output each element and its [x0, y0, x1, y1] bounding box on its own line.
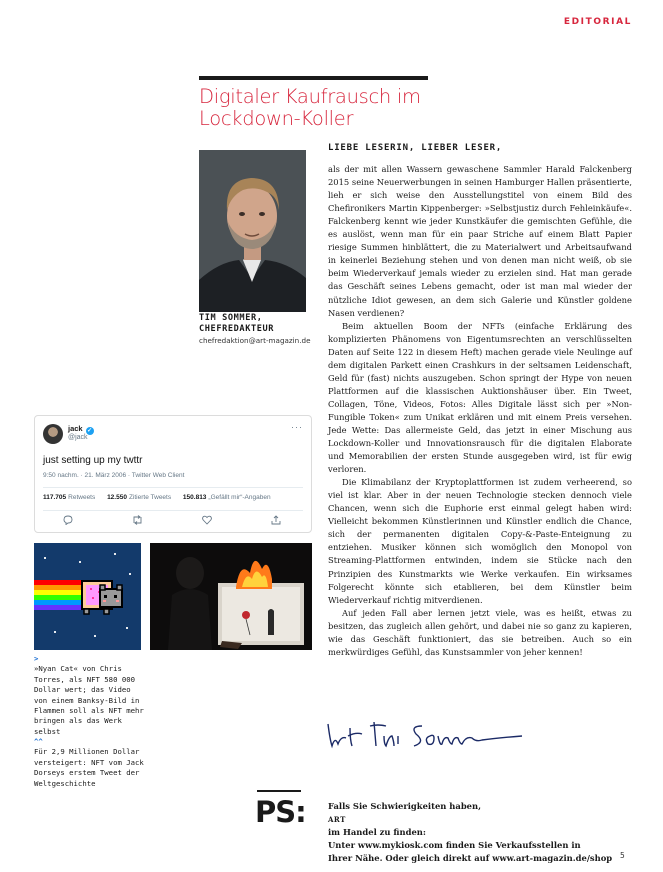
like-icon — [202, 515, 212, 527]
ps-line-1-pre: Falls Sie Schwierigkeiten haben, — [328, 801, 482, 811]
reply-icon — [63, 515, 73, 527]
article-paragraph: als der mit allen Wassern gewaschene Sammler Harald Falckenberg 2015 seine Neuerwerbungen in seinen Hamburger Hallen präsentierte, lieh er sich weise den Ausstellungstitel von einem Bild des Chefironikers Martin Kippenberger: »Selbstjustiz durch Fehleinkäufe«. Falckenberg kennt wie jeder Kunstkäufer die gemischten Gefühle, die es auslöst, wenn man für ein paar Striche auf einem Blatt Papier riesige Summen hinblättert, die zu Materialwert und Arbeitsaufwand in keinerlei Beziehung stehen und von denen man nicht weiß, ob sie beim Wiederverkauf jemals wieder zu erzielen sind. Hat man gerade das Geschäft seines Lebens gemacht, oder ist man mal wieder der nützliche Idiot gewesen, an dem sich Galerie und Künstler goldene Nasen verdienen? — [328, 164, 632, 318]
verified-badge-icon: ✓ — [87, 428, 93, 434]
tweet-embed — [34, 415, 312, 533]
likes-count: 150.813 — [182, 494, 207, 501]
retweet-icon — [132, 515, 143, 527]
article-paragraph: Die Klimabilanz der Kryptoplattformen ist zudem verheerend, so viel ist klar. Aber in der neuen Technologie stecken dennoch viele Chancen, wenn sich die Euphorie erst einmal gelegt haben wird: Vielleicht bekommen Künstlerinnen und Künstler endlich die Chance, sich der permanenten digitalen Copy-&-Paste-Enteignung zu entziehen. Musiker können sich womöglich den Monopol von Streaming-Plattformen entwinden, indem sie Stücke nach den Prinzipien des Kunstmarkts wie Werke verkaufen. Ein wirksames Folgerecht könnte sich etablieren, bei dem Künstler beim Wiederverkauf richtig mitverdienen. — [328, 477, 632, 605]
article-paragraph: Beim aktuellen Boom der NFTs (einfache Erklärung des komplizierten Phänomens von Eigentumsrechten an verschlüsselten Daten auf Seite 122 in diesem Heft) machen gerade viele Neulinge auf dem digitalen Parkett einen Crashkurs in der seltsamen Leidenschaft, Geld für (fast) nichts auszugeben. Schon springt der Hype von neuen Plattformen auf die klassischen Auktionshäuser über. Ein Tweet, Collagen, Töne, Videos, Fotos: Alles Digitale lässt sich per »Non-Fungible Token« zum Unikat erklären und mit einem Preis versehen. Jede Wette: Das allermeiste Geld, das jetzt in einer Mischung aus Lockdown-Koller und Innovationsrausch für die digitalen Elaborate und Memorabilien der ersten Stunde ausgegeben wird, ist für ewig verloren. — [328, 320, 632, 475]
headline-line: Lockdown-Koller — [199, 107, 354, 130]
author-portrait — [199, 150, 306, 312]
nyan-cat-image — [34, 543, 141, 650]
burning-banksy-image — [150, 543, 312, 650]
headline-line: Digitaler Kaufrausch im — [199, 85, 421, 108]
caption-nyan-banksy — [34, 654, 146, 737]
burning-banksy-artwork — [150, 543, 312, 650]
tweet-author-name-text: jack — [68, 424, 83, 433]
author-signature — [326, 714, 536, 758]
headline-rule — [199, 76, 428, 80]
headline — [199, 86, 459, 130]
author-name — [199, 313, 319, 335]
section-label: EDITORIAL — [563, 17, 632, 27]
article-paragraph: Auf jeden Fall aber lernen jetzt viele, was es heißt, etwas zu besitzen, das zugleich allen gehört, und dabei nie so ganz zu kapieren, wie das Geschäft funktioniert, das sie betreiben. Auch so ein merkwürdiges Gefühl, das Kunstsammler von jeher kennen! — [328, 607, 632, 657]
signature-scribble — [326, 714, 536, 758]
avatar — [43, 424, 63, 444]
divider — [43, 510, 303, 511]
quotes-label: Zitierte Tweets — [128, 494, 172, 501]
author-role-line: CHEFREDAKTEUR — [199, 324, 275, 334]
ps-rule — [257, 790, 301, 792]
share-icon — [271, 515, 281, 527]
ps-line-1 — [328, 800, 628, 839]
author-email[interactable]: chefredaktion@art-magazin.de — [199, 336, 311, 345]
tweet-timestamp: 9:50 nachm. · 21. März 2006 · Twitter Web Client — [43, 472, 185, 479]
author-name-line: TIM SOMMER, — [199, 313, 263, 323]
likes-label: „Gefällt mir“-Angaben — [208, 494, 271, 501]
ps-note — [328, 800, 628, 865]
tweet-text: just setting up my twttr — [43, 455, 143, 466]
ps-logo: PS: — [255, 795, 306, 829]
divider — [43, 487, 303, 488]
caption-arrow: ^^ — [34, 737, 43, 746]
tweet-author-handle: @jack — [68, 434, 88, 441]
caption-arrow: > — [34, 654, 39, 663]
retweets-count: 117.705 — [43, 494, 67, 501]
caption-text: Für 2,9 Millionen Dollar versteigert: NFT vom Jack Dorseys erstem Tweet der Weltgeschichte — [34, 747, 144, 788]
ps-line-3[interactable]: Ihrer Nähe. Oder gleich direkt auf www.art-magazin.de/shop — [328, 853, 613, 863]
page-number: 5 — [620, 851, 625, 860]
editorial-article — [328, 142, 632, 659]
ps-brand: ART — [328, 815, 346, 824]
caption-text: »Nyan Cat« von Chris Torres, als NFT 580 000 Dollar wert; das Video von einem Banksy-Bild in Flammen soll als NFT mehr bringen als das Werk selbst — [34, 664, 144, 736]
nyan-cat-artwork — [34, 543, 141, 650]
caption-tweet — [34, 737, 146, 789]
quotes-count: 12.550 — [107, 494, 127, 501]
ps-line-2[interactable]: Unter www.mykiosk.com finden Sie Verkaufsstellen in — [328, 840, 581, 850]
author-portrait-image — [199, 150, 306, 312]
ps-line-1-post: im Handel zu finden: — [328, 827, 426, 837]
more-options-icon: ··· — [291, 422, 303, 432]
tweet-actions — [63, 515, 281, 527]
salutation: LIEBE LESERIN, LIEBER LESER, — [328, 143, 503, 153]
tweet-stats — [43, 494, 271, 501]
retweets-label: Retweets — [68, 494, 96, 501]
